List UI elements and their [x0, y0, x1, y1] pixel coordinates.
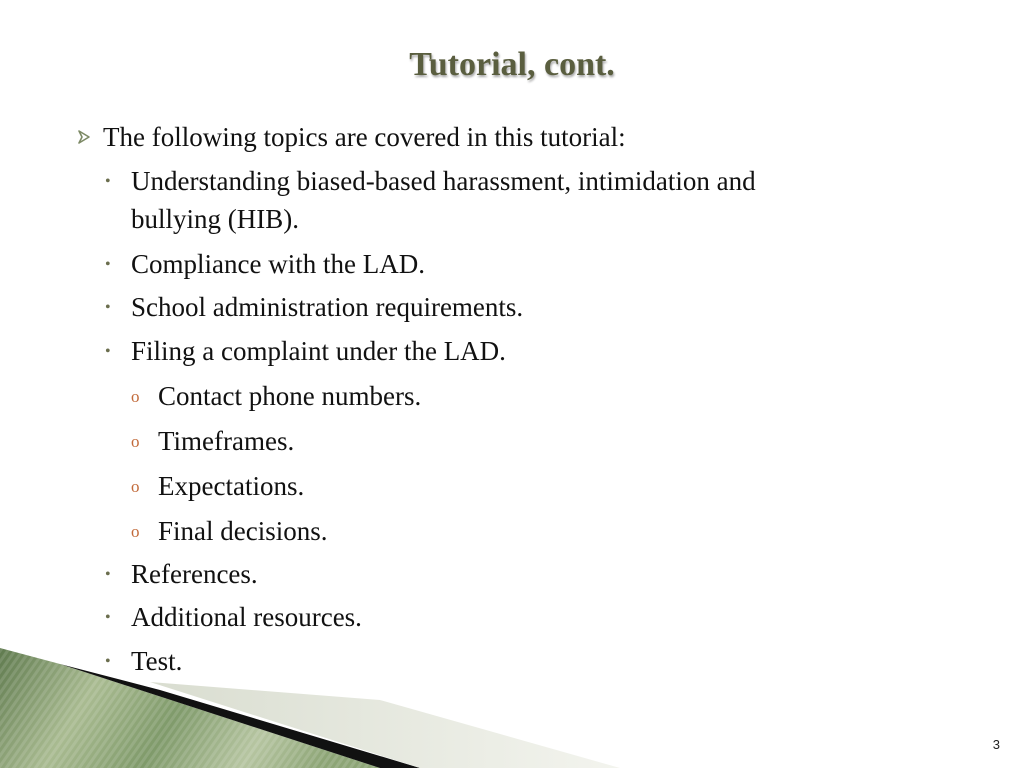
arrowhead-bullet-icon: [77, 129, 91, 145]
topic-hib-continued: bullying (HIB).: [131, 204, 299, 234]
page-number: 3: [992, 737, 1000, 752]
intro-text: The following topics are covered in this tutorial:: [103, 122, 626, 152]
dot-bullet-icon: •: [105, 609, 111, 626]
topic-references: References.: [131, 559, 258, 589]
subtopic-timeframes: Timeframes.: [158, 426, 295, 456]
topic-filing-complaint: Filing a complaint under the LAD.: [131, 336, 506, 366]
topic-hib: Understanding biased-based harassment, intimidation and: [131, 166, 756, 196]
circle-bullet-icon: o: [131, 477, 140, 496]
topic-test: Test.: [131, 646, 183, 676]
dot-bullet-icon: •: [105, 653, 111, 670]
slide-title: Tutorial, cont.: [409, 46, 615, 83]
circle-bullet-icon: o: [131, 522, 140, 541]
subtopic-final-decisions: Final decisions.: [158, 516, 328, 546]
subtopic-expectations: Expectations.: [158, 471, 305, 501]
dot-bullet-icon: •: [105, 343, 111, 360]
circle-bullet-icon: o: [131, 432, 140, 451]
topic-additional-resources: Additional resources.: [131, 602, 362, 632]
dot-bullet-icon: •: [105, 299, 111, 316]
topic-school-admin: School administration requirements.: [131, 292, 524, 322]
dot-bullet-icon: •: [105, 256, 111, 273]
subtopic-contact-numbers: Contact phone numbers.: [158, 381, 422, 411]
topic-compliance: Compliance with the LAD.: [131, 249, 425, 279]
dot-bullet-icon: •: [105, 173, 111, 190]
circle-bullet-icon: o: [131, 387, 140, 406]
dot-bullet-icon: •: [105, 566, 111, 583]
